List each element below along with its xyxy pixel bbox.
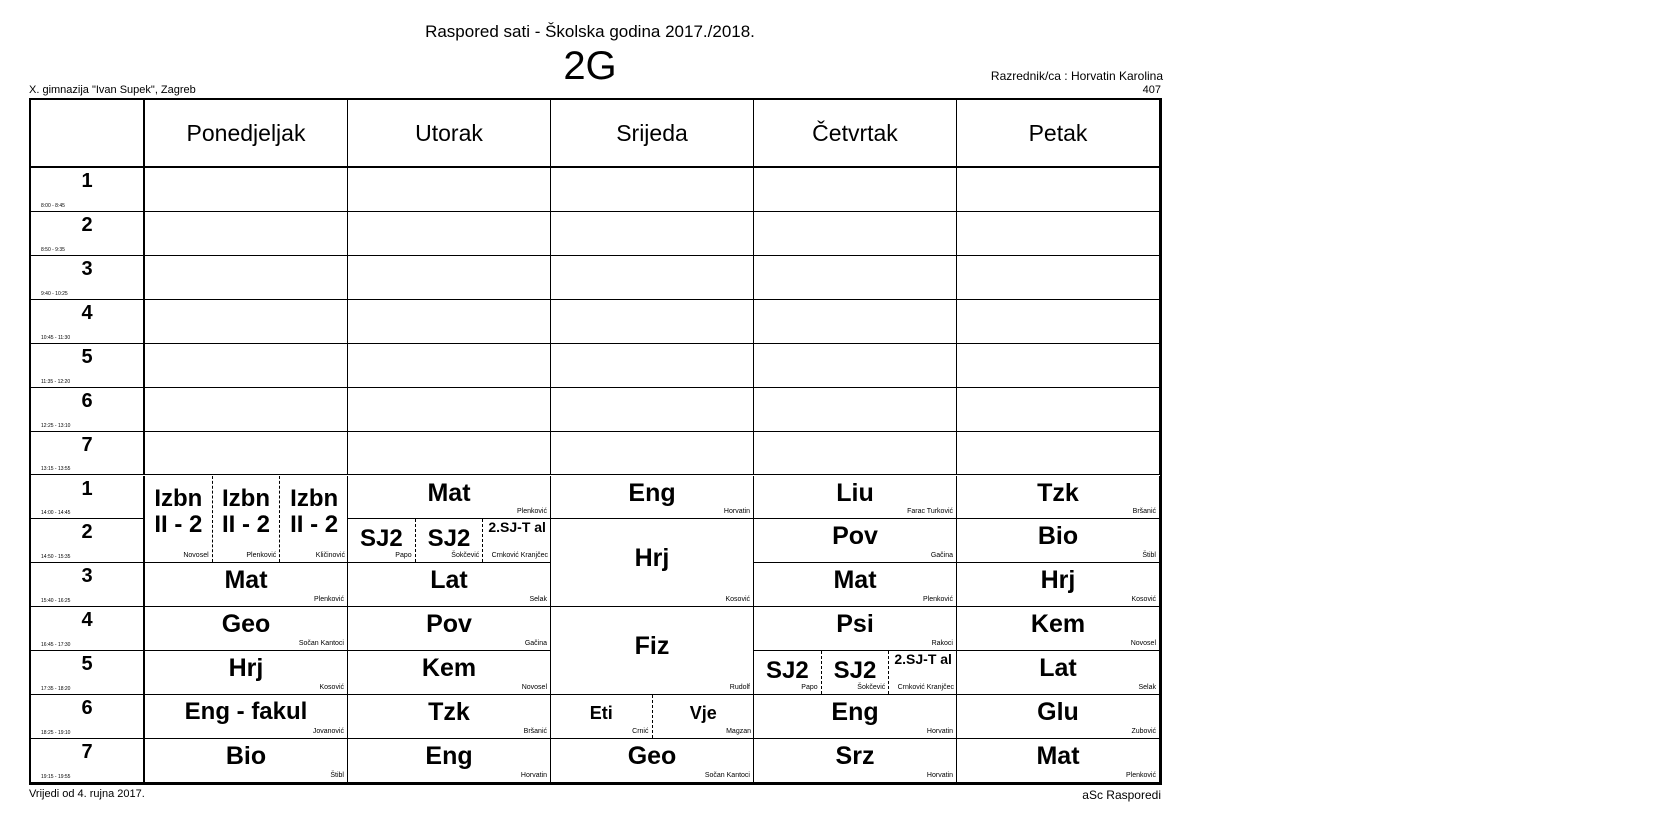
software-credit: aSc Rasporedi: [1082, 788, 1161, 802]
lesson-cell: [551, 607, 754, 695]
subject-label: Fiz: [634, 632, 670, 661]
teacher-label: Gačina: [524, 640, 547, 648]
teacher-label: Kličinović: [315, 552, 345, 560]
teacher-label: Crnković Kranjčec: [491, 552, 548, 560]
period-cell: [31, 432, 145, 476]
teacher-label: Bršanić: [1132, 508, 1156, 516]
period-cell: [31, 256, 145, 300]
subject-label: Mat: [833, 566, 877, 595]
period-number: 5: [81, 653, 93, 676]
period-time: 19:15 - 19:55: [41, 773, 71, 780]
subject-label: Tzk: [1037, 478, 1079, 507]
period-time: 14:00 - 14:45: [41, 510, 71, 517]
teacher-label: Crnković Kranjčec: [897, 684, 954, 692]
teacher-label: Selak: [529, 596, 547, 604]
school-name: X. gimnazija "Ivan Supek", Zagreb: [29, 84, 196, 96]
lesson-group: [822, 651, 890, 694]
lesson-cell: [754, 519, 957, 563]
empty-slot: [957, 388, 1160, 432]
timetable-title: Raspored sati - Školska godina 2017./2018.: [425, 22, 755, 41]
lesson-cell: [957, 695, 1160, 739]
period-number: 3: [81, 257, 93, 280]
lesson-cell: [348, 519, 551, 563]
lesson-group: [348, 519, 416, 562]
period-cell: [31, 300, 145, 344]
empty-slot: [957, 432, 1160, 476]
teacher-label: Plenković: [517, 508, 547, 516]
empty-slot: [754, 344, 957, 388]
teacher-label: Zubović: [1131, 728, 1156, 736]
subject-label: Mat: [1036, 742, 1080, 771]
lesson-cell: [957, 651, 1160, 695]
empty-slot: [145, 300, 348, 344]
teacher-label: Šokčević: [857, 684, 886, 692]
teacher-label: Gačina: [930, 552, 953, 560]
empty-slot: [551, 168, 754, 212]
class-teacher: Razrednik/ca : Horvatin Karolina: [990, 69, 1163, 83]
empty-slot: [348, 388, 551, 432]
lesson-group: [551, 695, 653, 738]
day-header: Četvrtak: [754, 100, 957, 168]
teacher-label: Šokčević: [451, 552, 480, 560]
lesson-group: [889, 651, 957, 694]
period-time: 15:40 - 16:25: [41, 598, 71, 605]
empty-slot: [145, 256, 348, 300]
period-number: 2: [81, 213, 93, 236]
teacher-label: Štibl: [330, 771, 344, 779]
subject-label: Eti: [589, 703, 613, 724]
subject-label: Pov: [832, 522, 878, 551]
subject-label: Izbn II - 2: [290, 484, 339, 538]
empty-slot: [957, 256, 1160, 300]
empty-slot: [145, 388, 348, 432]
lesson-group: [754, 651, 822, 694]
empty-slot: [551, 344, 754, 388]
period-number: 4: [81, 609, 93, 632]
lesson-cell: [145, 651, 348, 695]
empty-slot: [145, 432, 348, 476]
subject-label: Hrj: [228, 654, 264, 683]
empty-slot: [957, 168, 1160, 212]
lesson-cell: [957, 519, 1160, 563]
period-cell: [31, 476, 145, 520]
empty-slot: [145, 168, 348, 212]
lesson-cell: [348, 607, 551, 651]
empty-slot: [348, 168, 551, 212]
subject-label: Psi: [836, 610, 874, 639]
subject-label: Bio: [225, 742, 267, 771]
period-time: 17:35 - 18:20: [41, 686, 71, 693]
subject-label: 2.SJ-T al: [488, 519, 546, 536]
teacher-label: Plenković: [923, 596, 953, 604]
lesson-cell: [145, 476, 348, 564]
lesson-cell: [348, 476, 551, 520]
teacher-label: Plenković: [314, 596, 344, 604]
subject-label: SJ2: [833, 657, 877, 685]
teacher-label: Sočan Kantoci: [704, 771, 750, 779]
lesson-cell: [145, 607, 348, 651]
lesson-cell: [348, 739, 551, 783]
empty-slot: [754, 168, 957, 212]
empty-slot: [754, 212, 957, 256]
lesson-group: [213, 476, 281, 563]
teacher-label: Kosović: [1131, 596, 1156, 604]
empty-slot: [551, 300, 754, 344]
subject-label: Geo: [627, 742, 677, 771]
subject-label: SJ2: [427, 525, 471, 553]
teacher-label: Horvatin: [926, 771, 953, 779]
period-time: 12:25 - 13:10: [41, 422, 71, 429]
subject-label: Lat: [430, 566, 468, 595]
teacher-label: Štibl: [1142, 552, 1156, 560]
subject-label: SJ2: [765, 657, 809, 685]
lesson-group: [416, 519, 484, 562]
lesson-cell: [754, 739, 957, 783]
period-cell: [31, 168, 145, 212]
teacher-label: Bršanić: [523, 728, 547, 736]
subject-label: 2.SJ-T al: [894, 651, 952, 668]
period-number: 2: [81, 521, 93, 544]
lesson-cell: [754, 607, 957, 651]
teacher-label: Farac Turković: [907, 508, 953, 516]
empty-slot: [754, 300, 957, 344]
empty-slot: [754, 388, 957, 432]
teacher-label: Jovanović: [312, 728, 344, 736]
period-time: 10:45 - 11:30: [41, 334, 71, 341]
timetable-grid: [29, 98, 1162, 785]
subject-label: Bio: [1037, 522, 1079, 551]
subject-label: Eng - fakul: [184, 698, 308, 726]
lesson-cell: [754, 695, 957, 739]
subject-label: Izbn II - 2: [154, 484, 203, 538]
empty-slot: [551, 432, 754, 476]
teacher-label: Kosović: [319, 684, 344, 692]
teacher-label: Rakoci: [931, 640, 953, 648]
empty-slot: [145, 212, 348, 256]
lesson-cell: [145, 739, 348, 783]
lesson-cell: [754, 476, 957, 520]
period-number: 4: [81, 301, 93, 324]
period-cell: [31, 695, 145, 739]
subject-label: Lat: [1039, 654, 1077, 683]
teacher-label: Papo: [395, 552, 412, 560]
teacher-label: Magzan: [726, 728, 751, 736]
period-time: 16:45 - 17:30: [41, 642, 71, 649]
teacher-label: Horvatin: [520, 771, 547, 779]
subject-label: Eng: [425, 742, 473, 771]
teacher-label: Selak: [1138, 684, 1156, 692]
lesson-group: [280, 476, 348, 563]
subject-label: Kem: [1030, 610, 1086, 639]
empty-slot: [348, 432, 551, 476]
period-cell: [31, 519, 145, 563]
empty-slot: [754, 256, 957, 300]
period-number: 1: [81, 170, 93, 192]
period-number: 6: [81, 389, 93, 412]
lesson-cell: [957, 563, 1160, 607]
lesson-cell: [551, 476, 754, 520]
lesson-cell: [145, 563, 348, 607]
empty-slot: [957, 344, 1160, 388]
period-time: 13:15 - 13:55: [41, 466, 71, 473]
period-time: 11:35 - 12:20: [41, 378, 71, 385]
lesson-cell: [551, 739, 754, 783]
period-cell: [31, 563, 145, 607]
period-number: 1: [81, 477, 93, 500]
subject-label: Liu: [836, 478, 874, 507]
lesson-cell: [348, 695, 551, 739]
period-number: 5: [81, 345, 93, 368]
empty-slot: [348, 300, 551, 344]
empty-slot: [754, 432, 957, 476]
day-header: Ponedjeljak: [145, 100, 348, 168]
lesson-cell: [551, 695, 754, 739]
subject-label: Tzk: [428, 698, 470, 727]
lesson-cell: [957, 476, 1160, 520]
valid-from: Vrijedi od 4. rujna 2017.: [29, 788, 145, 800]
period-time: 18:25 - 19:10: [41, 730, 71, 737]
period-time: 8:50 - 9:35: [41, 246, 65, 253]
lesson-group: [483, 519, 551, 562]
lesson-cell: [754, 651, 957, 695]
subject-label: Mat: [427, 478, 471, 507]
period-cell: [31, 607, 145, 651]
subject-label: Kem: [421, 654, 477, 683]
period-cell: [31, 739, 145, 783]
period-cell: [31, 651, 145, 695]
period-number: 7: [81, 741, 93, 764]
lesson-group: [145, 476, 213, 563]
period-time: 8:00 - 8:45: [41, 202, 65, 209]
subject-label: Vje: [689, 703, 717, 724]
subject-label: Izbn II - 2: [221, 484, 270, 538]
period-time: 9:40 - 10:25: [41, 290, 68, 297]
lesson-cell: [754, 563, 957, 607]
subject-label: Mat: [224, 566, 268, 595]
empty-slot: [145, 344, 348, 388]
teacher-label: Sočan Kantoci: [298, 640, 344, 648]
teacher-label: Novosel: [521, 684, 547, 692]
class-name: 2G: [563, 44, 617, 88]
lesson-cell: [957, 739, 1160, 783]
empty-slot: [551, 212, 754, 256]
period-cell: [31, 388, 145, 432]
teacher-label: Horvatin: [926, 728, 953, 736]
teacher-label: Novosel: [183, 552, 209, 560]
period-number: 3: [81, 565, 93, 588]
teacher-label: Plenković: [246, 552, 277, 560]
corner-cell: [31, 100, 145, 168]
teacher-label: Plenković: [1126, 771, 1156, 779]
day-header: Srijeda: [551, 100, 754, 168]
subject-label: Pov: [426, 610, 472, 639]
teacher-label: Horvatin: [723, 508, 750, 516]
lesson-cell: [551, 519, 754, 607]
day-header: Petak: [957, 100, 1160, 168]
room-number: 407: [1142, 84, 1161, 96]
period-cell: [31, 344, 145, 388]
empty-slot: [348, 344, 551, 388]
subject-label: Hrj: [1040, 566, 1076, 595]
teacher-label: Rudolf: [729, 684, 750, 692]
period-cell: [31, 212, 145, 256]
period-time: 14:50 - 15:35: [41, 554, 71, 561]
teacher-label: Papo: [801, 684, 818, 692]
empty-slot: [957, 300, 1160, 344]
period-number: 7: [81, 433, 93, 456]
day-header: Utorak: [348, 100, 551, 168]
subject-label: Hrj: [634, 544, 670, 573]
lesson-cell: [348, 651, 551, 695]
lesson-group: [653, 695, 755, 738]
empty-slot: [348, 212, 551, 256]
lesson-cell: [348, 563, 551, 607]
subject-label: Eng: [628, 478, 676, 507]
lesson-cell: [145, 695, 348, 739]
empty-slot: [551, 256, 754, 300]
teacher-label: Kosović: [725, 596, 750, 604]
empty-slot: [957, 212, 1160, 256]
teacher-label: Novosel: [1130, 640, 1156, 648]
subject-label: Glu: [1037, 698, 1079, 727]
subject-label: Geo: [221, 610, 271, 639]
lesson-cell: [957, 607, 1160, 651]
subject-label: SJ2: [359, 525, 403, 553]
empty-slot: [348, 256, 551, 300]
subject-label: Eng: [831, 698, 879, 727]
period-number: 6: [81, 697, 93, 720]
empty-slot: [551, 388, 754, 432]
subject-label: Srz: [835, 742, 875, 771]
teacher-label: Crnić: [632, 728, 649, 736]
